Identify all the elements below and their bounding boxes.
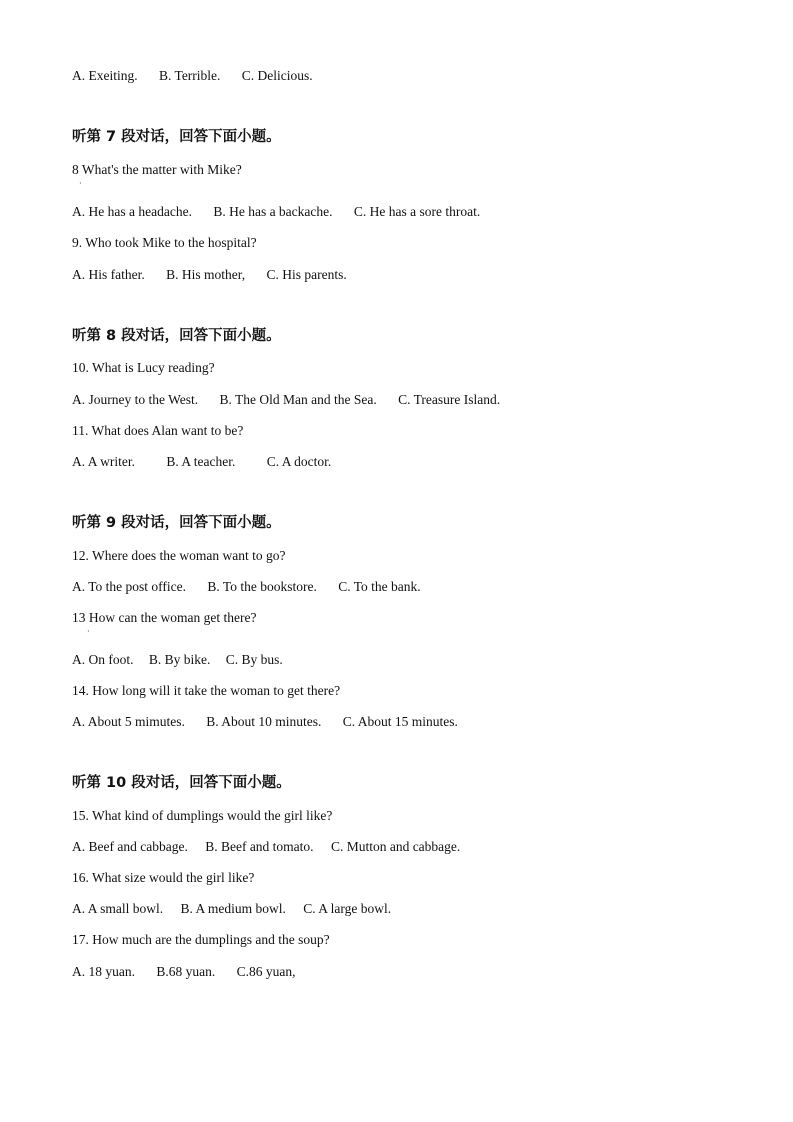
q12-text: 12. Where does the woman want to go? xyxy=(72,548,286,563)
q16-option-c: C. A large bowl. xyxy=(303,901,392,916)
q15-options xyxy=(72,839,478,855)
q10-text: 10. What is Lucy reading? xyxy=(72,360,215,375)
q9-option-b: B. His mother, xyxy=(166,267,246,282)
q11-text: 11. What does Alan want to be? xyxy=(72,423,244,438)
q7-option-c: C. Delicious. xyxy=(241,68,313,83)
section-9-heading: 听第 9 段对话，回答下面小题。 xyxy=(72,515,281,531)
q14-option-c: C. About 15 minutes. xyxy=(342,714,458,729)
q13-option-c: C. By bus. xyxy=(225,652,283,667)
q10-option-b: B. The Old Man and the Sea. xyxy=(219,392,377,407)
q17-option-b: B.68 yuan. xyxy=(156,964,216,979)
q8-text: 8 What's the matter with Mike? xyxy=(72,162,242,177)
q10-options xyxy=(72,392,518,408)
q13-text: 13 How can the woman get there? xyxy=(72,610,257,625)
q9-text: 9. Who took Mike to the hospital? xyxy=(72,235,257,250)
q15-option-b: B. Beef and tomato. xyxy=(205,839,314,854)
q7-options xyxy=(72,68,331,84)
q10-option-a: A. Journey to the West. xyxy=(72,392,199,407)
q17-text: 17. How much are the dumplings and the soup? xyxy=(72,932,330,947)
q14-option-b: B. About 10 minutes. xyxy=(206,714,322,729)
q17-option-c: C.86 yuan, xyxy=(236,964,296,979)
q14-options xyxy=(72,714,476,730)
section-8-heading: 听第 8 段对话，回答下面小题。 xyxy=(72,328,281,344)
q15-option-a: A. Beef and cabbage. xyxy=(72,839,188,854)
q9-options xyxy=(72,267,365,283)
q9-option-c: C. His parents. xyxy=(266,267,347,282)
stray-mark: · xyxy=(87,627,90,636)
q8-option-c: C. He has a sore throat. xyxy=(353,204,481,219)
q8-option-a: A. He has a headache. xyxy=(72,204,192,219)
stray-mark: · xyxy=(79,179,82,188)
q12-option-c: C. To the bank. xyxy=(338,579,421,594)
q17-options xyxy=(72,964,314,980)
q11-option-c: C. A doctor. xyxy=(266,454,332,469)
q17-option-a: A. 18 yuan. xyxy=(72,964,135,979)
q8-options xyxy=(72,204,498,220)
q11-option-b: B. A teacher. xyxy=(166,454,236,469)
q14-option-a: A. About 5 mimutes. xyxy=(72,714,185,729)
q16-option-a: A. A small bowl. xyxy=(72,901,164,916)
q16-options xyxy=(72,901,409,917)
q13-option-b: B. By bike. xyxy=(148,652,211,667)
q15-text: 15. What kind of dumplings would the girl like? xyxy=(72,808,333,823)
q8-option-b: B. He has a backache. xyxy=(213,204,333,219)
q16-text: 16. What size would the girl like? xyxy=(72,870,255,885)
q14-text: 14. How long will it take the woman to get there? xyxy=(72,683,341,698)
section-7-heading: 听第 7 段对话，回答下面小题。 xyxy=(72,129,281,145)
q12-options xyxy=(72,579,439,595)
q9-option-a: A. His father. xyxy=(72,267,145,282)
q13-options xyxy=(72,652,301,668)
q13-option-a: A. On foot. xyxy=(72,652,134,667)
q11-option-a: A. A writer. xyxy=(72,454,135,469)
q11-options xyxy=(72,454,349,470)
section-10-heading: 听第 10 段对话，回答下面小题。 xyxy=(72,775,291,791)
q10-option-c: C. Treasure Island. xyxy=(398,392,501,407)
q7-option-a: A. Exeiting. xyxy=(72,68,138,83)
q7-option-b: B. Terrible. xyxy=(159,68,221,83)
q16-option-b: B. A medium bowl. xyxy=(180,901,286,916)
q15-option-c: C. Mutton and cabbage. xyxy=(330,839,461,854)
q12-option-a: A. To the post office. xyxy=(72,579,187,594)
q12-option-b: B. To the bookstore. xyxy=(207,579,317,594)
